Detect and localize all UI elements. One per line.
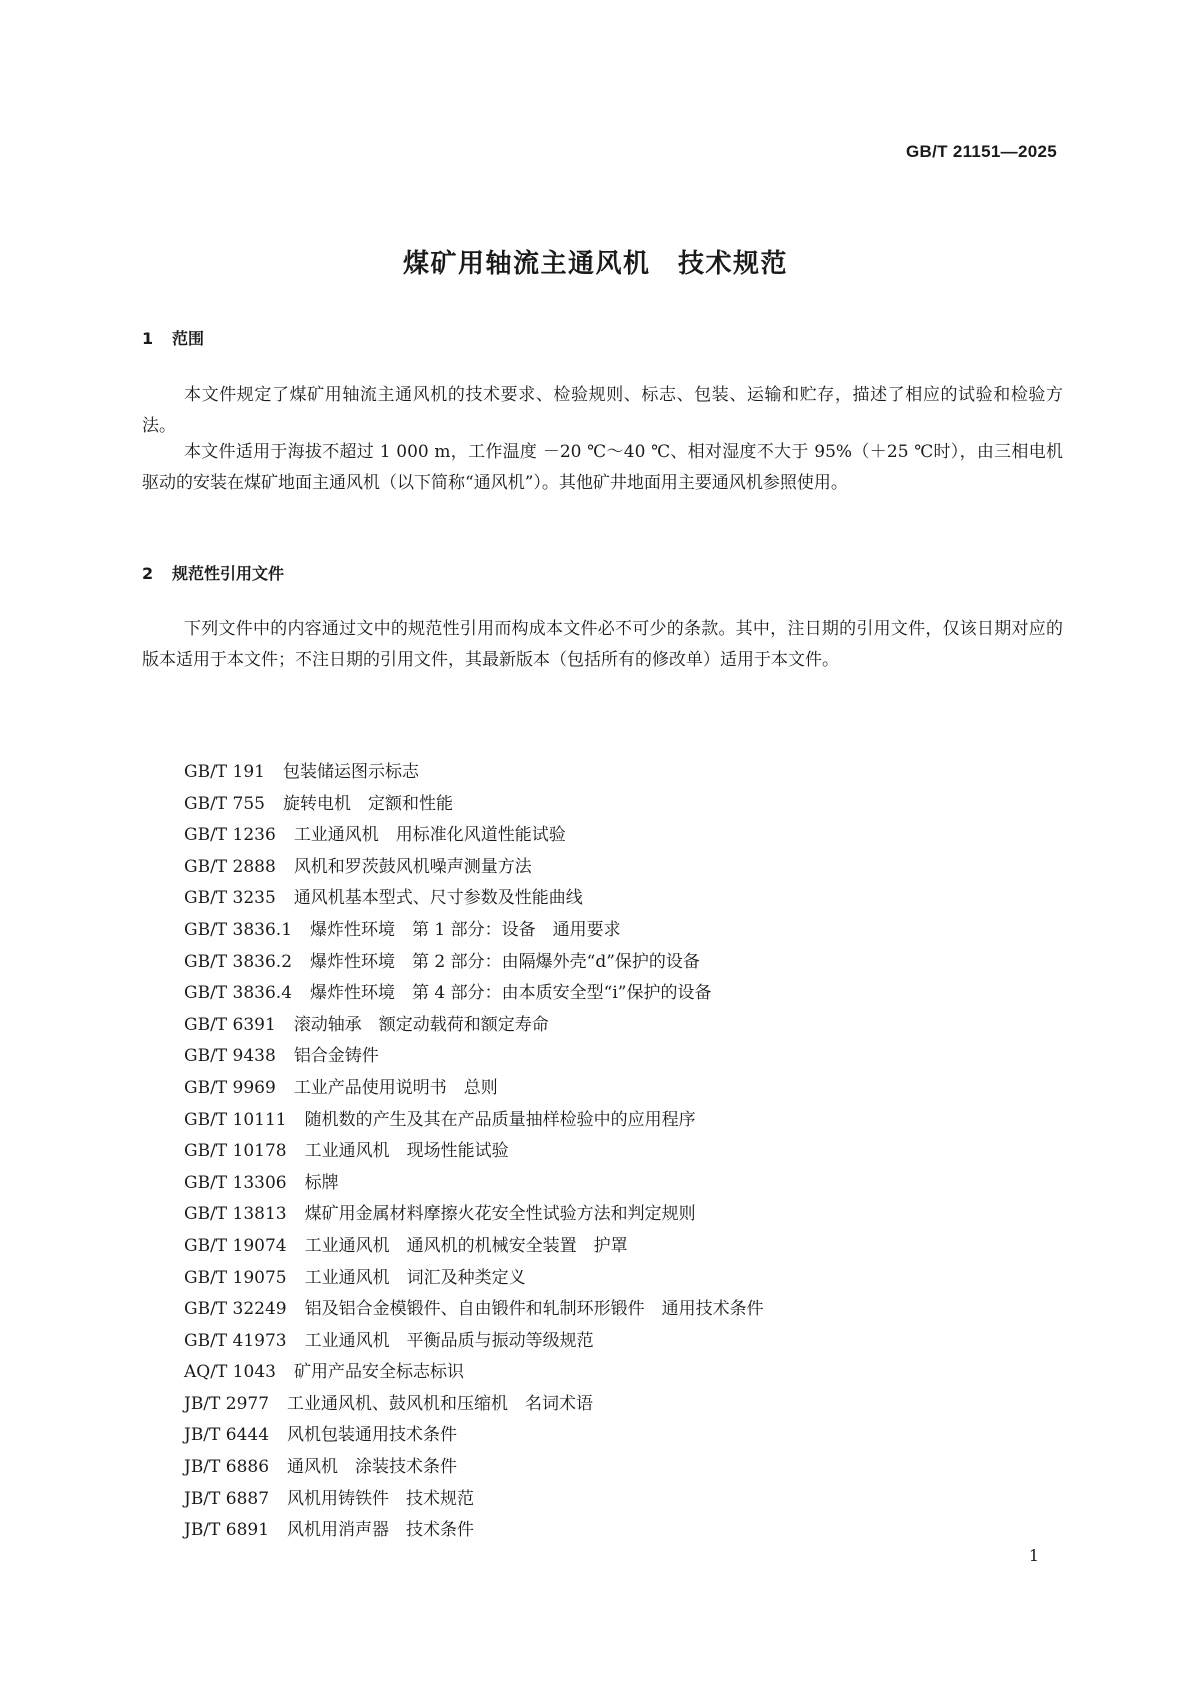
reference-item bbox=[184, 1199, 764, 1231]
reference-code: GB/T 13813 bbox=[184, 1204, 287, 1225]
reference-title: 滚动轴承 额定动载荷和额定寿命 bbox=[293, 1014, 549, 1035]
reference-code: JB/T 6444 bbox=[184, 1425, 270, 1446]
reference-item bbox=[184, 1231, 764, 1263]
reference-title: 爆炸性环境 第 1 部分：设备 通用要求 bbox=[310, 919, 621, 940]
reference-item bbox=[184, 757, 764, 789]
section-2-number: 2 bbox=[142, 564, 154, 583]
normative-references-list bbox=[184, 757, 764, 1547]
reference-title: 铝合金铸件 bbox=[293, 1046, 379, 1067]
reference-code: GB/T 10111 bbox=[184, 1109, 287, 1130]
reference-title: 标牌 bbox=[304, 1172, 339, 1193]
reference-code: JB/T 6887 bbox=[184, 1488, 270, 1509]
reference-item bbox=[184, 1452, 764, 1484]
reference-code: GB/T 755 bbox=[184, 793, 265, 814]
reference-item bbox=[184, 1484, 764, 1516]
reference-item bbox=[184, 883, 764, 915]
section-1-number: 1 bbox=[142, 329, 154, 348]
reference-code: JB/T 6891 bbox=[184, 1520, 270, 1541]
reference-title: 煤矿用金属材料摩擦火花安全性试验方法和判定规则 bbox=[304, 1204, 696, 1225]
reference-code: GB/T 3836.2 bbox=[184, 951, 293, 972]
reference-code: GB/T 19075 bbox=[184, 1267, 287, 1288]
reference-code: GB/T 41973 bbox=[184, 1330, 287, 1351]
section-2-heading bbox=[142, 561, 284, 584]
reference-title: 风机用消声器 技术条件 bbox=[287, 1520, 475, 1541]
reference-title: 爆炸性环境 第 2 部分：由隔爆外壳“d”保护的设备 bbox=[310, 951, 700, 972]
reference-code: GB/T 3836.1 bbox=[184, 919, 293, 940]
reference-title: 风机和罗茨鼓风机噪声测量方法 bbox=[293, 856, 532, 877]
reference-title: 铝及铝合金模锻件、自由锻件和轧制环形锻件 通用技术条件 bbox=[304, 1299, 764, 1320]
reference-title: 旋转电机 定额和性能 bbox=[283, 793, 453, 814]
reference-code: GB/T 6391 bbox=[184, 1014, 276, 1035]
reference-code: GB/T 9969 bbox=[184, 1077, 276, 1098]
reference-item bbox=[184, 1010, 764, 1042]
reference-item bbox=[184, 1041, 764, 1073]
reference-item bbox=[184, 1326, 764, 1358]
reference-title: 矿用产品安全标志标识 bbox=[293, 1362, 464, 1383]
reference-item bbox=[184, 1357, 764, 1389]
reference-title: 工业通风机 词汇及种类定义 bbox=[304, 1267, 526, 1288]
reference-title: 爆炸性环境 第 4 部分：由本质安全型“i”保护的设备 bbox=[310, 983, 712, 1004]
reference-title: 通风机基本型式、尺寸参数及性能曲线 bbox=[293, 888, 583, 909]
reference-title: 工业产品使用说明书 总则 bbox=[293, 1077, 498, 1098]
reference-code: JB/T 2977 bbox=[184, 1393, 270, 1414]
reference-title: 通风机 涂装技术条件 bbox=[287, 1457, 458, 1478]
reference-code: GB/T 191 bbox=[184, 762, 265, 782]
reference-code: JB/T 6886 bbox=[184, 1457, 270, 1478]
reference-title: 工业通风机 通风机的机械安全装置 护罩 bbox=[304, 1235, 628, 1256]
reference-code: GB/T 19074 bbox=[184, 1235, 287, 1256]
reference-item bbox=[184, 1389, 764, 1421]
section-2-paragraph-1: 下列文件中的内容通过文中的规范性引用而构成本文件必不可少的条款。其中，注日期的引用文件，仅该日期对应的版本适用于本文件；不注日期的引用文件，其最新版本（包括所有的修改单）适用于本文件。 bbox=[142, 619, 1063, 670]
reference-code: GB/T 3235 bbox=[184, 888, 276, 909]
reference-item bbox=[184, 947, 764, 979]
reference-title: 随机数的产生及其在产品质量抽样检验中的应用程序 bbox=[304, 1109, 696, 1130]
page-number: 1 bbox=[1028, 1546, 1039, 1565]
reference-code: GB/T 2888 bbox=[184, 856, 276, 877]
reference-item bbox=[184, 1515, 764, 1547]
standard-code: GB/T 21151—2025 bbox=[906, 142, 1057, 161]
reference-title: 风机用铸铁件 技术规范 bbox=[287, 1488, 475, 1509]
reference-item bbox=[184, 1105, 764, 1137]
reference-item bbox=[184, 1168, 764, 1200]
reference-code: GB/T 32249 bbox=[184, 1299, 287, 1320]
reference-title: 工业通风机 用标准化风道性能试验 bbox=[293, 825, 566, 846]
reference-code: AQ/T 1043 bbox=[184, 1362, 276, 1383]
reference-item bbox=[184, 1073, 764, 1105]
section-2-title: 规范性引用文件 bbox=[172, 564, 285, 583]
reference-code: GB/T 9438 bbox=[184, 1046, 276, 1067]
reference-title: 工业通风机 平衡品质与振动等级规范 bbox=[304, 1330, 594, 1351]
reference-title: 工业通风机、鼓风机和压缩机 名词术语 bbox=[287, 1393, 594, 1414]
reference-code: GB/T 13306 bbox=[184, 1172, 287, 1193]
reference-code: GB/T 3836.4 bbox=[184, 983, 293, 1004]
reference-title: 风机包装通用技术条件 bbox=[287, 1425, 458, 1446]
section-1-paragraph-1: 本文件规定了煤矿用轴流主通风机的技术要求、检验规则、标志、包装、运输和贮存，描述了相应的试验和检验方法。 bbox=[142, 385, 1063, 436]
section-1-paragraph-2: 本文件适用于海拔不超过 1 000 m，工作温度 －20 ℃～40 ℃、相对湿度不大于 95%（＋25 ℃时），由三相电机驱动的安装在煤矿地面主通风机（以下简称“通风机”）。其他矿井地面用主要通风机参照使用。 bbox=[142, 442, 1063, 493]
reference-item bbox=[184, 852, 764, 884]
reference-code: GB/T 1236 bbox=[184, 825, 276, 846]
reference-item bbox=[184, 978, 764, 1010]
section-1-heading bbox=[142, 326, 204, 349]
reference-item bbox=[184, 915, 764, 947]
reference-item bbox=[184, 1136, 764, 1168]
reference-code: GB/T 10178 bbox=[184, 1141, 287, 1162]
section-1-title: 范围 bbox=[172, 329, 205, 348]
reference-item bbox=[184, 789, 764, 821]
reference-item bbox=[184, 1263, 764, 1295]
document-title: 煤矿用轴流主通风机 技术规范 bbox=[402, 249, 788, 279]
reference-item bbox=[184, 820, 764, 852]
reference-item bbox=[184, 1294, 764, 1326]
reference-title: 工业通风机 现场性能试验 bbox=[304, 1141, 509, 1162]
reference-item bbox=[184, 1420, 764, 1452]
reference-title: 包装储运图示标志 bbox=[283, 762, 419, 782]
